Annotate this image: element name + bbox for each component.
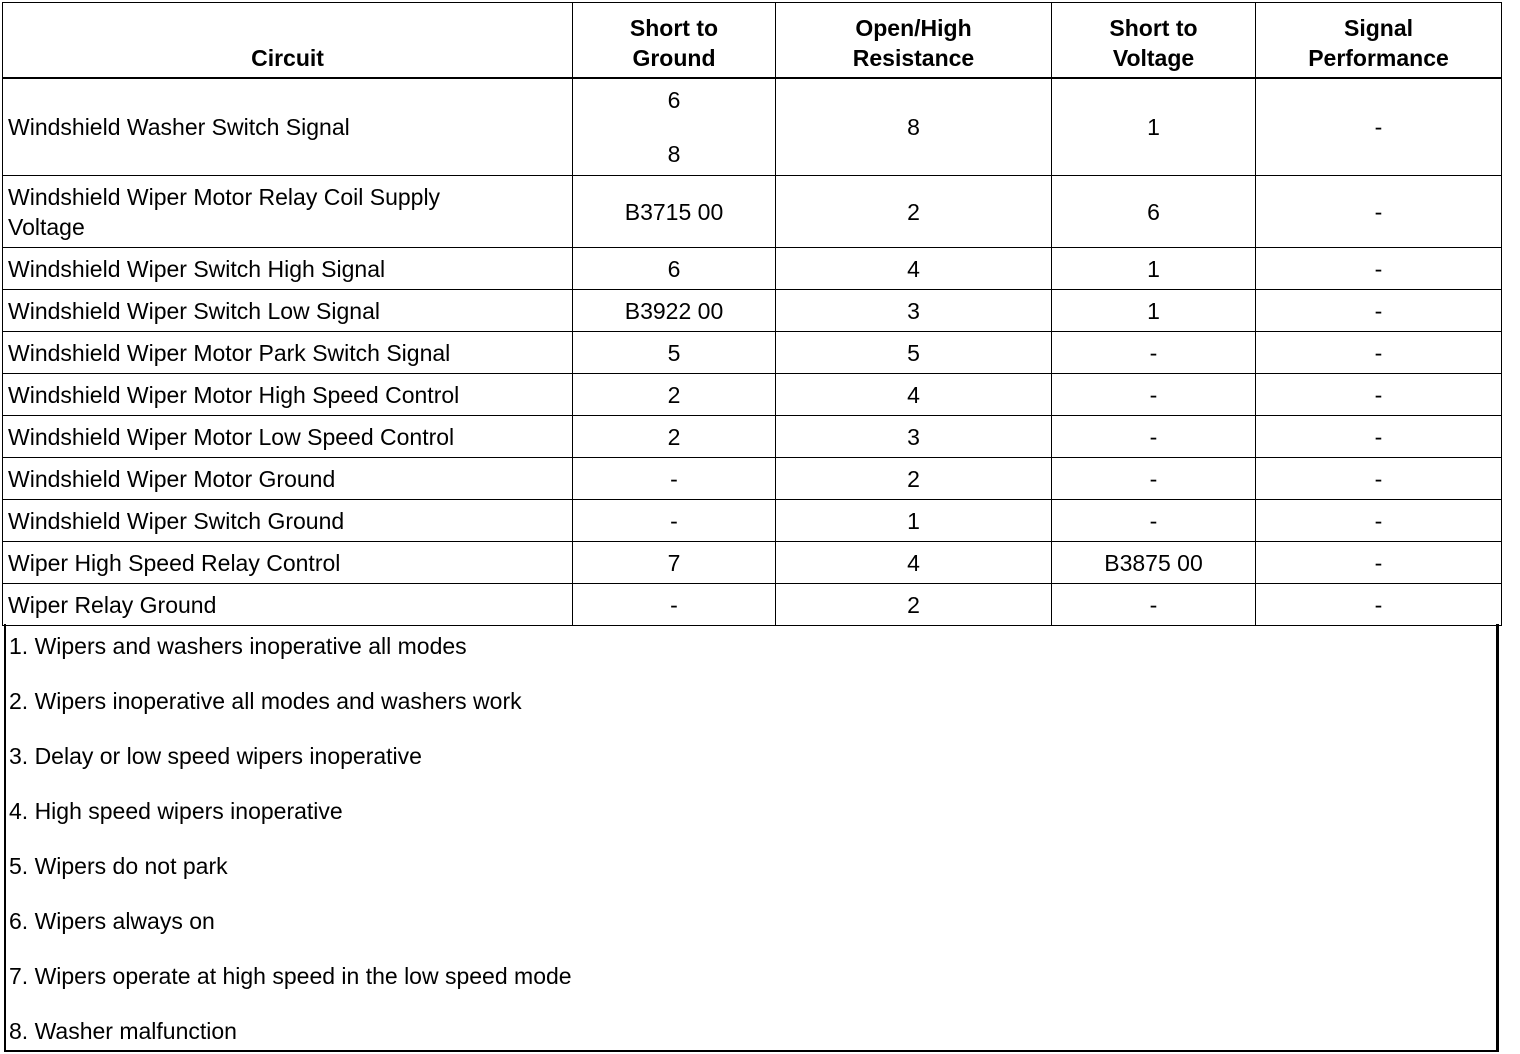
note-item: 7. Wipers operate at high speed in the low speed mode: [9, 963, 572, 989]
cell-circuit: Windshield Wiper Motor Low Speed Control: [3, 416, 573, 458]
cell-open-high: 3: [776, 416, 1052, 458]
cell-short-to-ground: 2: [573, 416, 776, 458]
cell-circuit: Windshield Wiper Switch Ground: [3, 500, 573, 542]
cell-open-high: 2: [776, 584, 1052, 626]
table-row: [3, 542, 1502, 584]
cell-open-high: 1: [776, 500, 1052, 542]
cell-open-high: 3: [776, 290, 1052, 332]
cell-circuit: Windshield Washer Switch Signal: [3, 78, 573, 176]
cell-open-high: 4: [776, 248, 1052, 290]
table-row: [3, 458, 1502, 500]
cell-circuit: Windshield Wiper Motor Ground: [3, 458, 573, 500]
table-row: [3, 374, 1502, 416]
cell-circuit: Windshield Wiper Motor Park Switch Signal: [3, 332, 573, 374]
cell-short-to-voltage: B3875 00: [1052, 542, 1256, 584]
cell-short-to-voltage: 1: [1052, 290, 1256, 332]
header-signal-performance: Signal Performance: [1256, 3, 1502, 79]
legend-notes: [4, 624, 1499, 1052]
note-item: 3. Delay or low speed wipers inoperative: [9, 743, 422, 769]
cell-short-to-ground: -: [573, 500, 776, 542]
cell-signal-performance: -: [1256, 584, 1502, 626]
cell-signal-performance: -: [1256, 290, 1502, 332]
cell-signal-performance: -: [1256, 78, 1502, 176]
header-row: [3, 3, 1502, 79]
cell-signal-performance: -: [1256, 374, 1502, 416]
header-short-to-voltage: Short to Voltage: [1052, 3, 1256, 79]
table-row: [3, 416, 1502, 458]
cell-open-high: 8: [776, 78, 1052, 176]
cell-open-high: 4: [776, 374, 1052, 416]
header-circuit: Circuit: [3, 3, 573, 79]
diagnostic-table: [2, 2, 1502, 626]
header-short-to-ground: Short to Ground: [573, 3, 776, 79]
cell-signal-performance: -: [1256, 176, 1502, 248]
cell-short-to-voltage: -: [1052, 458, 1256, 500]
cell-signal-performance: -: [1256, 500, 1502, 542]
note-item: 8. Washer malfunction: [9, 1018, 237, 1044]
cell-value: 6: [667, 87, 681, 113]
table-row: [3, 332, 1502, 374]
cell-open-high: 5: [776, 332, 1052, 374]
table-row: [3, 248, 1502, 290]
cell-short-to-voltage: 6: [1052, 176, 1256, 248]
cell-circuit: Windshield Wiper Motor High Speed Control: [3, 374, 573, 416]
cell-short-to-voltage: -: [1052, 416, 1256, 458]
cell-circuit: Wiper Relay Ground: [3, 584, 573, 626]
table-row: [3, 176, 1502, 248]
note-item: 1. Wipers and washers inoperative all modes: [9, 633, 467, 659]
cell-circuit: Windshield Wiper Motor Relay Coil Supply Voltage: [3, 176, 573, 248]
table-row: [3, 500, 1502, 542]
cell-short-to-voltage: -: [1052, 584, 1256, 626]
cell-short-to-ground: -: [573, 584, 776, 626]
cell-signal-performance: -: [1256, 542, 1502, 584]
table-row: [3, 78, 1502, 176]
cell-signal-performance: -: [1256, 416, 1502, 458]
cell-circuit: Windshield Wiper Switch High Signal: [3, 248, 573, 290]
cell-signal-performance: -: [1256, 248, 1502, 290]
header-open-high-resistance: Open/High Resistance: [776, 3, 1052, 79]
cell-short-to-ground: 2: [573, 374, 776, 416]
cell-signal-performance: -: [1256, 332, 1502, 374]
cell-open-high: 4: [776, 542, 1052, 584]
cell-short-to-ground: B3715 00: [573, 176, 776, 248]
note-item: 5. Wipers do not park: [9, 853, 228, 879]
cell-short-to-ground: 7: [573, 542, 776, 584]
cell-short-to-voltage: 1: [1052, 248, 1256, 290]
cell-circuit: Wiper High Speed Relay Control: [3, 542, 573, 584]
note-item: 6. Wipers always on: [9, 908, 215, 934]
cell-short-to-voltage: -: [1052, 374, 1256, 416]
cell-short-to-voltage: -: [1052, 500, 1256, 542]
cell-open-high: 2: [776, 458, 1052, 500]
table-row: [3, 584, 1502, 626]
note-item: 2. Wipers inoperative all modes and washers work: [9, 688, 522, 714]
cell-open-high: 2: [776, 176, 1052, 248]
cell-short-to-ground: -: [573, 458, 776, 500]
cell-value: 8: [667, 141, 681, 167]
cell-short-to-voltage: 1: [1052, 78, 1256, 176]
note-item: 4. High speed wipers inoperative: [9, 798, 343, 824]
cell-short-to-ground: [573, 78, 776, 176]
cell-circuit: Windshield Wiper Switch Low Signal: [3, 290, 573, 332]
cell-short-to-ground: 6: [573, 248, 776, 290]
cell-signal-performance: -: [1256, 458, 1502, 500]
cell-short-to-ground: B3922 00: [573, 290, 776, 332]
cell-short-to-ground: 5: [573, 332, 776, 374]
cell-short-to-voltage: -: [1052, 332, 1256, 374]
table-row: [3, 290, 1502, 332]
